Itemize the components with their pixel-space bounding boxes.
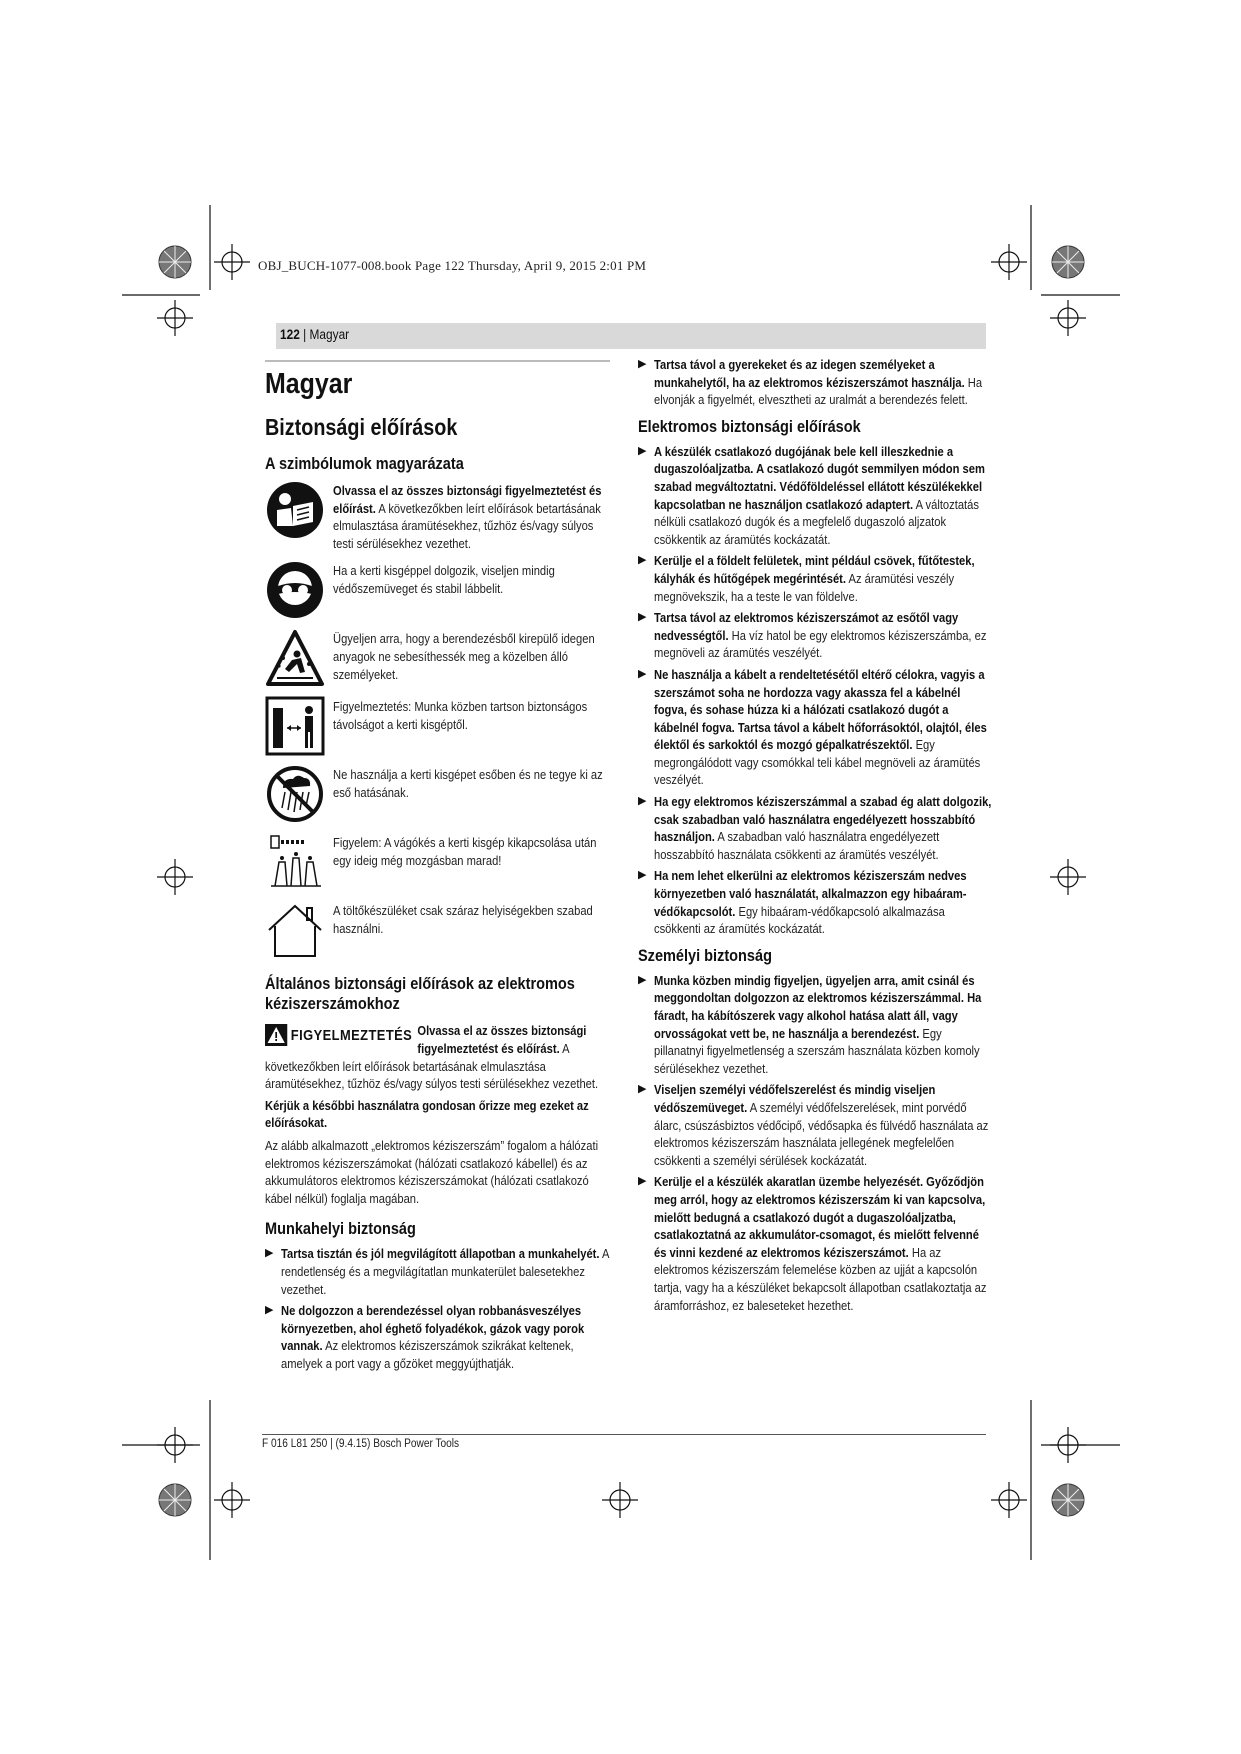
symbol-row (265, 560, 610, 620)
bullet-bold: Kerülje el a földelt felületek, mint például csövek, fűtőtestek, kályhák és hűtőgépek megérintését. (654, 553, 975, 586)
column-rule (265, 360, 610, 362)
warning-triangle-icon (265, 1024, 287, 1046)
bullet-bold: Ne használja a kábelt a rendeltetésétől eltérő célokra, vagyis a szerszámot soha ne hordozza vagy akassza fel a kábelnél fogva, és sohase húzza ki a hálózati csatlakozó dugót a kábelnél fogva. Tartsa távol a kábelt hőforrásoktól, olajtól, éles élektől és sarkoktól és mozgó gépalkatrészektől. (654, 666, 987, 753)
footer-text: F 016 L81 250 | (9.4.15) Bosch Power Tools (262, 1438, 460, 1450)
list-item: ▶ Tartsa távol az elektromos kéziszerszámot az esőtől vagy nedvességtől. Ha víz hatol be egy elektromos kéziszerszámba, ez megnöveli az áramütés veszélyét. (638, 610, 987, 661)
page-number: 122 (280, 327, 300, 342)
bullet-bold: Ha egy elektromos kéziszerszámmal a szabad ég alatt dolgozik, csak szabadban való használatra engedélyezett hosszabbító használjon. (654, 794, 992, 845)
list-item: ▶ Ha nem lehet elkerülni az elektromos kéziszerszám nedves környezetben való használatát, alkalmazzon egy hibaáram-védőkapcsolót. Egy hibaáram-védőkapcsoló alkalmazása csökkenti az áramütés kockázatát. (638, 868, 967, 937)
bullet-text: Egy megrongálódott vagy csomókkal teli kábel megnöveli az áramütés veszélyét. (654, 737, 981, 788)
symbol-text: A töltőkészüléket csak száraz helyiségekben szabad használni. (333, 903, 593, 936)
indoor-use-icon (265, 900, 325, 960)
symbol-row (265, 628, 610, 688)
bullet-bold: Tartsa távol a gyerekeket és az idegen személyeket a munkahelytől, ha az elektromos kéziszerszámot használja. (654, 357, 965, 390)
symbol-text: Ügyeljen arra, hogy a berendezésből kirepülő idegen anyagok ne sebesíthessék meg a közelben álló személyeket. (333, 631, 595, 682)
symbol-text-bold: Olvassa el az összes biztonsági figyelmeztetést és előírást. (333, 483, 602, 516)
electric-safety-heading: Elektromos biztonsági előírások (638, 417, 861, 436)
right-column (638, 356, 993, 1318)
symbol-row (265, 764, 610, 824)
section-title: Biztonsági előírások (265, 414, 458, 440)
goggles-icon (265, 560, 325, 620)
bullet-bold: Tartsa távol az elektromos kéziszerszámot az esőtől vagy nedvességtől. (654, 610, 959, 643)
list-item: ▶ Ne dolgozzon a berendezéssel olyan robbanásveszélyes környezetben, ahol éghető folyadékok, gázok vagy porok vannak. Az elektromos kéziszerszámok szikrákat keltenek, amelyek a port vagy a gőzöket meggyújthatják. (265, 1303, 585, 1371)
symbol-row (265, 900, 610, 960)
bullet-text: Ha elvonják a figyelmét, elvesztheti az uralmát a berendezés felett. (654, 374, 983, 408)
list-item: ▶ Tartsa tisztán és jól megvilágított állapotban a munkahelyét. A rendetlenség és a megvilágítatlan munkaterület balesetekhez vezethet. (265, 1246, 609, 1297)
symbol-text: A következőkben leírt előírások betartásának elmulasztása áramütésekhez, tűzhöz és/vagy súlyos testi sérülésekhez vezethet. (333, 500, 601, 551)
symbol-row (265, 480, 610, 552)
list-item: ▶ Ne használja a kábelt a rendeltetésétől eltérő célokra, vagyis a szerszámot soha ne hordozza vagy akassza fel a kábelnél fogva, és sohase húzza ki a hálózati csatlakozó dugót a kábelnél fogva. Tartsa távol a kábelt hőforrásoktól, olajtól, éles élektől és sarkoktól és mozgó gépalkatrészektől. Egy megrongálódott vagy csomókkal teli kábel megnöveli az áramütés veszélyét. (638, 666, 987, 788)
bullet-bold: Ne dolgozzon a berendezéssel olyan robbanásveszélyes környezetben, ahol éghető folyadékok, gázok vagy porok vannak. (281, 1303, 585, 1354)
left-column (265, 360, 610, 1376)
symbol-text: Figyelem: A vágókés a kerti kisgép kikapcsolása után egy ideig még mozgásban marad! (333, 835, 597, 868)
symbol-row (265, 696, 610, 756)
warning-text: A következőkben leírt előírások betartásának elmulasztása áramütésekhez, tűzhöz és/vagy súlyos testi sérülésekhez vezethet. (265, 1040, 599, 1092)
bullet-text: Ha az elektromos kéziszerszám felemelése közben az ujját a kapcsolón tartja, vagy ha a készüléket bekapcsolt állapotban csatlakoztatja az áramforráshoz, ez baleseteket hezethet. (654, 1244, 987, 1313)
warning-label: FIGYELMEZTETÉS (290, 1026, 413, 1044)
bullet-bold: Ha nem lehet elkerülni az elektromos kéziszerszám nedves környezetben való használatát, alkalmazzon egy hibaáram-védőkapcsolót. (654, 868, 967, 919)
page-header-bar: 122 | Magyar (276, 323, 986, 349)
symbol-row (265, 832, 610, 892)
symbol-text: Ha a kerti kisgéppel dolgozik, viseljen mindig védőszemüveget és stabil lábbelit. (333, 563, 555, 596)
header-section: Magyar (309, 327, 350, 342)
list-item: ▶ Tartsa távol a gyerekeket és az idegen személyeket a munkahelytől, ha az elektromos kéziszerszámot használja. Ha elvonják a figyelmét, elvesztheti az uralmát a berendezés felett. (638, 357, 983, 408)
symbols-heading: A szimbólumok magyarázata (265, 455, 464, 473)
bullet-bold: A készülék csatlakozó dugójának bele kell illeszkednie a dugaszolóaljzatba. A csatlakozó dugót semmilyen módon sem szabad megváltoztatni. Védőföldeléssel ellátott készülékekkel kapcsolatban ne használjon csatlakozó adaptert. (654, 443, 985, 512)
bullet-text: Egy pillanatnyi figyelmetlenség a szerszám használata közben komoly sérülésekhez vezethet. (654, 1025, 980, 1076)
page-footer (262, 1434, 986, 1450)
list-item: ▶ Kerülje el a földelt felületek, mint például csövek, fűtőtestek, kályhák és hűtőgépek megérintését. Az áramütési veszély megnövekszik, ha a teste le van földelve. (638, 553, 975, 604)
list-item: ▶ Viseljen személyi védőfelszerelést és mindig viseljen védőszemüveget. A személyi védőfelszerelések, mint porvédő álarc, csúszásbiztos védőcipő, védősapka és fülvédő használata az elektromos kéziszerszám használata jellegének megfelelően csökkenti a személyi sérülések kockázatát. (638, 1082, 989, 1168)
warning-badge (265, 1024, 412, 1046)
bullet-bold: Munka közben mindig figyeljen, ügyeljen arra, amit csinál és meggondoltan dolgozzon az elektromos kéziszerszámmal. Ha fáradt, ha kábítószerek vagy alkohol hatása alatt áll, vagy orvosságokat vett be, ne használja a berendezést. (654, 972, 982, 1041)
list-item: ▶ Ha egy elektromos kéziszerszámmal a szabad ég alatt dolgozik, csak szabadban való használatra engedélyezett hosszabbító használjon. A szabadban való használatra engedélyezett hosszabbító használata csökkenti az áramütés veszélyét. (638, 794, 992, 862)
bullet-text: A személyi védőfelszerelések, mint porvédő álarc, csúszásbiztos védőcipő, védősapka és fülvédő használata az elektromos kéziszerszám használata jellegének megfelelően csökkenti a személyi sérülések kockázatát. (654, 1099, 989, 1168)
safety-distance-icon (265, 696, 325, 756)
no-rain-icon (265, 764, 325, 824)
read-manual-icon (265, 480, 325, 540)
bullet-text: A szabadban való használatra engedélyezett hosszabbító használata csökkenti az áramütés veszélyét. (654, 829, 940, 862)
bullet-text: Ha víz hatol be egy elektromos kéziszerszámba, ez megnöveli az áramütés veszélyét. (654, 627, 987, 661)
print-info-line: OBJ_BUCH-1077-008.book Page 122 Thursday, April 9, 2015 2:01 PM (258, 258, 647, 273)
page-title: Magyar (265, 368, 353, 400)
general-safety-heading: Általános biztonsági előírások az elektromos kéziszerszámokhoz (265, 975, 575, 1014)
bullet-text: Az áramütési veszély megnövekszik, ha a teste le van földelve. (654, 570, 955, 604)
list-item: ▶ A készülék csatlakozó dugójának bele kell illeszkednie a dugaszolóaljzatba. A csatlakozó dugót semmilyen módon sem szabad megváltoztatni. Védőföldeléssel ellátott készülékekkel kapcsolatban ne használjon csatlakozó adaptert. A változtatás nélküli csatlakozó dugók és a megfelelő dugaszoló aljzatok csökkentik az áramütés kockázatát. (638, 443, 985, 547)
bullet-text: Az elektromos kéziszerszámok szikrákat keltenek, amelyek a port vagy a gőzöket meggyújthatják. (281, 1338, 574, 1371)
list-item: ▶ Kerülje el a készülék akaratlan üzembe helyezését. Győződjön meg arról, hogy az elektromos kéziszerszám ki van kapcsolva, mielőtt bedugná a csatlakozó dugót a dugaszolóaljzatba, csatlakoztatná az akkumulátor-csomagot, és mielőtt felvenné és vinni kezdené az elektromos kéziszerszámot. Ha az elektromos kéziszerszám felemelése közben az ujját a kapcsolón tartja, vagy ha a készüléket bekapcsolt állapotban csatlakoztatja az áramforráshoz, ez baleseteket hezethet. (638, 1174, 987, 1313)
personal-safety-heading: Személyi biztonság (638, 946, 772, 965)
blades-rotate-icon (265, 832, 325, 892)
definition-text: Az alább alkalmazott „elektromos kéziszerszám” fogalom a hálózati elektromos kéziszerszámokat (hálózati csatlakozó kábellel) és az akkumulátoros elektromos kéziszerszámokat (hálózati csatlakozó kábel nélkül) foglalja magában. (265, 1137, 599, 1206)
warning-block (265, 1022, 610, 1092)
bullet-bold: Viseljen személyi védőfelszerelést és mindig viseljen védőszemüveget. (654, 1082, 936, 1115)
keep-instructions-text: Kérjük a későbbi használatra gondosan őrizze meg ezeket az előírásokat. (265, 1097, 589, 1131)
flying-debris-icon (265, 628, 325, 688)
bullet-text: A rendetlenség és a megvilágítatlan munkaterület balesetekhez vezethet. (281, 1246, 609, 1297)
symbol-text: Figyelmeztetés: Munka közben tartson biztonságos távolságot a kerti kisgéptől. (333, 699, 588, 732)
list-item: ▶ Munka közben mindig figyeljen, ügyeljen arra, amit csinál és meggondoltan dolgozzon az elektromos kéziszerszámmal. Ha fáradt, ha kábítószerek vagy alkohol hatása alatt áll, vagy orvosságokat vett be, ne használja a berendezést. Egy pillanatnyi figyelmetlenség a szerszám használata közben komoly sérülésekhez vezethet. (638, 972, 982, 1076)
warning-bold-text: Olvassa el az összes biztonsági figyelmeztetést és előírást. (417, 1023, 587, 1056)
workplace-heading: Munkahelyi biztonság (265, 1220, 416, 1239)
bullet-bold: Kerülje el a készülék akaratlan üzembe helyezését. Győződjön meg arról, hogy az elektromos kéziszerszám ki van kapcsolva, mielőtt bedugná a csatlakozó dugót a dugaszolóaljzatba, csatlakoztatná az akkumulátor-csomagot, és mielőtt felvenné és vinni kezdené az elektromos kéziszerszámot. (654, 1174, 986, 1260)
bullet-bold: Tartsa tisztán és jól megvilágított állapotban a munkahelyét. (281, 1246, 600, 1262)
bullet-text: Egy hibaáram-védőkapcsoló alkalmazása csökkenti az áramütés kockázatát. (654, 903, 945, 937)
symbol-text: Ne használja a kerti kisgépet esőben és ne tegye ki az eső hatásának. (333, 767, 603, 800)
bullet-text: A változtatás nélküli csatlakozó dugók és a megfelelő dugaszoló aljzatok csökkentik az áramütés kockázatát. (654, 496, 979, 547)
